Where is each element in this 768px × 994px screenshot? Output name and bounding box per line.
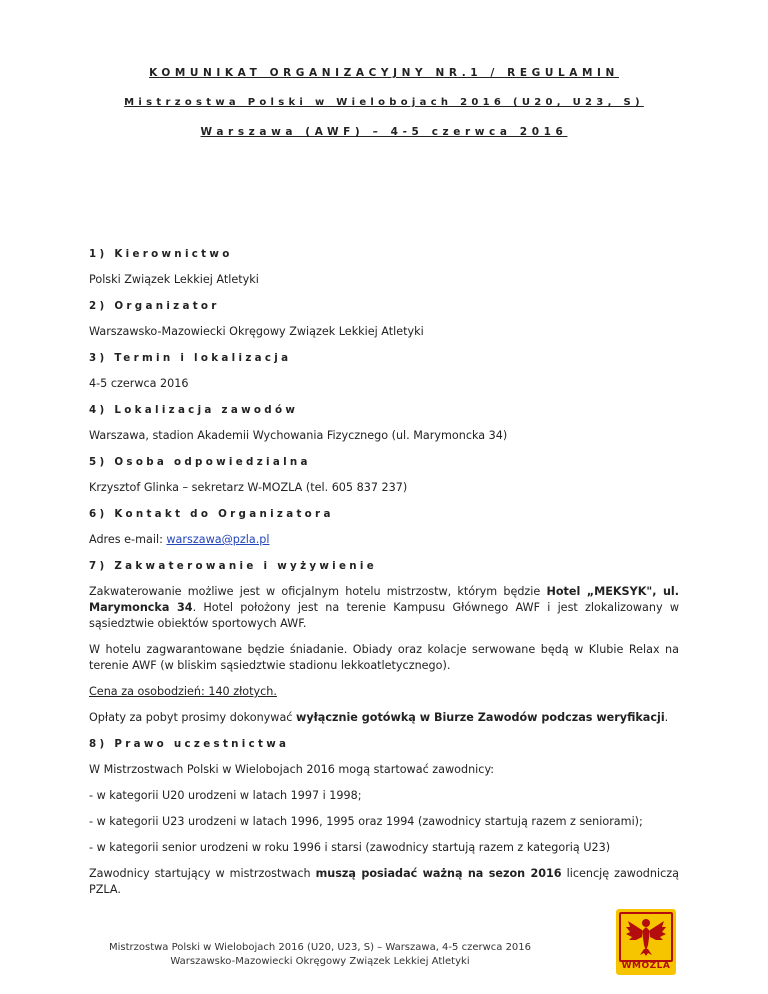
header-title: KOMUNIKAT ORGANIZACYJNY NR.1 / REGULAMIN	[149, 67, 619, 79]
page-footer	[0, 941, 640, 969]
eligibility-item: - w kategorii U20 urodzeni w latach 1997 i 1998;	[89, 789, 362, 802]
section-title-4: 4) Lokalizacja zawodów	[89, 404, 299, 416]
license-text-a: Zawodnicy startujący w mistrzostwach	[89, 867, 316, 880]
section-title-3: 3) Termin i lokalizacja	[89, 352, 292, 364]
section-text-6	[89, 532, 679, 548]
section-text-1: Polski Związek Lekkiej Atletyki	[89, 273, 259, 286]
payment-text-a: Opłaty za pobyt prosimy dokonywać	[89, 711, 297, 724]
section-title-8: 8) Prawo uczestnictwa	[89, 738, 290, 750]
eligibility-item: - w kategorii senior urodzeni w roku 1996 i starsi (zawodnicy startują razem z kategorią U23)	[89, 841, 611, 854]
eligibility-item: - w kategorii U23 urodzeni w latach 1996, 1995 oraz 1994 (zawodnicy startują razem z seniorami);	[89, 815, 643, 828]
section-title-2: 2) Organizator	[89, 300, 220, 312]
section-text-5: Krzysztof Glinka – sekretarz W-MOZLA (tel. 605 837 237)	[89, 481, 408, 494]
footer-line-2: Warszawsko-Mazowiecki Okręgowy Związek Lekkiej Atletyki	[170, 956, 470, 967]
section-text-4: Warszawa, stadion Akademii Wychowania Fizycznego (ul. Marymoncka 34)	[89, 429, 508, 442]
section-title-5: 5) Osoba odpowiedzialna	[89, 456, 311, 468]
eligibility-intro: W Mistrzostwach Polski w Wielobojach 2016 mogą startować zawodnicy:	[89, 763, 495, 776]
meals-paragraph: W hotelu zagwarantowane będzie śniadanie. Obiady oraz kolacje serwowane będą w Klubie Relax na terenie AWF (w bliskim sąsiedztwie stadionu lekkoatletycznego).	[89, 643, 679, 672]
section-text-3: 4-5 czerwca 2016	[89, 377, 189, 390]
license-paragraph	[89, 866, 679, 898]
payment-text-c: .	[664, 711, 669, 724]
license-bold: muszą posiadać ważną na sezon 2016	[315, 867, 562, 880]
section-title-1: 1) Kierownictwo	[89, 248, 233, 260]
wmozla-logo	[616, 909, 676, 975]
header-location: Warszawa (AWF) – 4-5 czerwca 2016	[200, 126, 568, 138]
header-subtitle: Mistrzostwa Polski w Wielobojach 2016 (U20, U23, S)	[124, 97, 644, 108]
accommodation-text-a: Zakwaterowanie możliwe jest w oficjalnym hotelu mistrzostw, którym będzie	[89, 585, 547, 598]
section-title-6: 6) Kontakt do Organizatora	[89, 508, 334, 520]
accommodation-text-c: . Hotel położony jest na terenie Kampusu Głównego AWF i jest zlokalizowany w sąsiedztwie obiektów sportowych AWF.	[89, 601, 679, 630]
license-text-c: licencję zawodniczą PZLA.	[89, 867, 679, 896]
payment-paragraph	[89, 710, 679, 726]
footer-line-1: Mistrzostwa Polski w Wielobojach 2016 (U20, U23, S) – Warszawa, 4-5 czerwca 2016	[108, 942, 532, 953]
payment-bold: wyłącznie gotówką w Biurze Zawodów podczas weryfikacji	[296, 711, 665, 724]
email-link[interactable]: warszawa@pzla.pl	[166, 533, 270, 546]
email-prefix: Adres e-mail:	[89, 533, 167, 546]
eagle-icon	[624, 915, 668, 957]
section-text-2: Warszawsko-Mazowiecki Okręgowy Związek Lekkiej Atletyki	[89, 325, 424, 338]
document-body	[89, 246, 679, 908]
price-text: Cena za osobodzień: 140 złotych.	[89, 685, 277, 698]
logo-text: WMOZLA	[621, 961, 671, 971]
hotel-name: Hotel „MEKSYK", ul. Marymoncka 34	[89, 585, 679, 614]
price-paragraph	[89, 684, 679, 700]
accommodation-paragraph	[89, 584, 679, 632]
section-title-7: 7) Zakwaterowanie i wyżywienie	[89, 560, 378, 572]
